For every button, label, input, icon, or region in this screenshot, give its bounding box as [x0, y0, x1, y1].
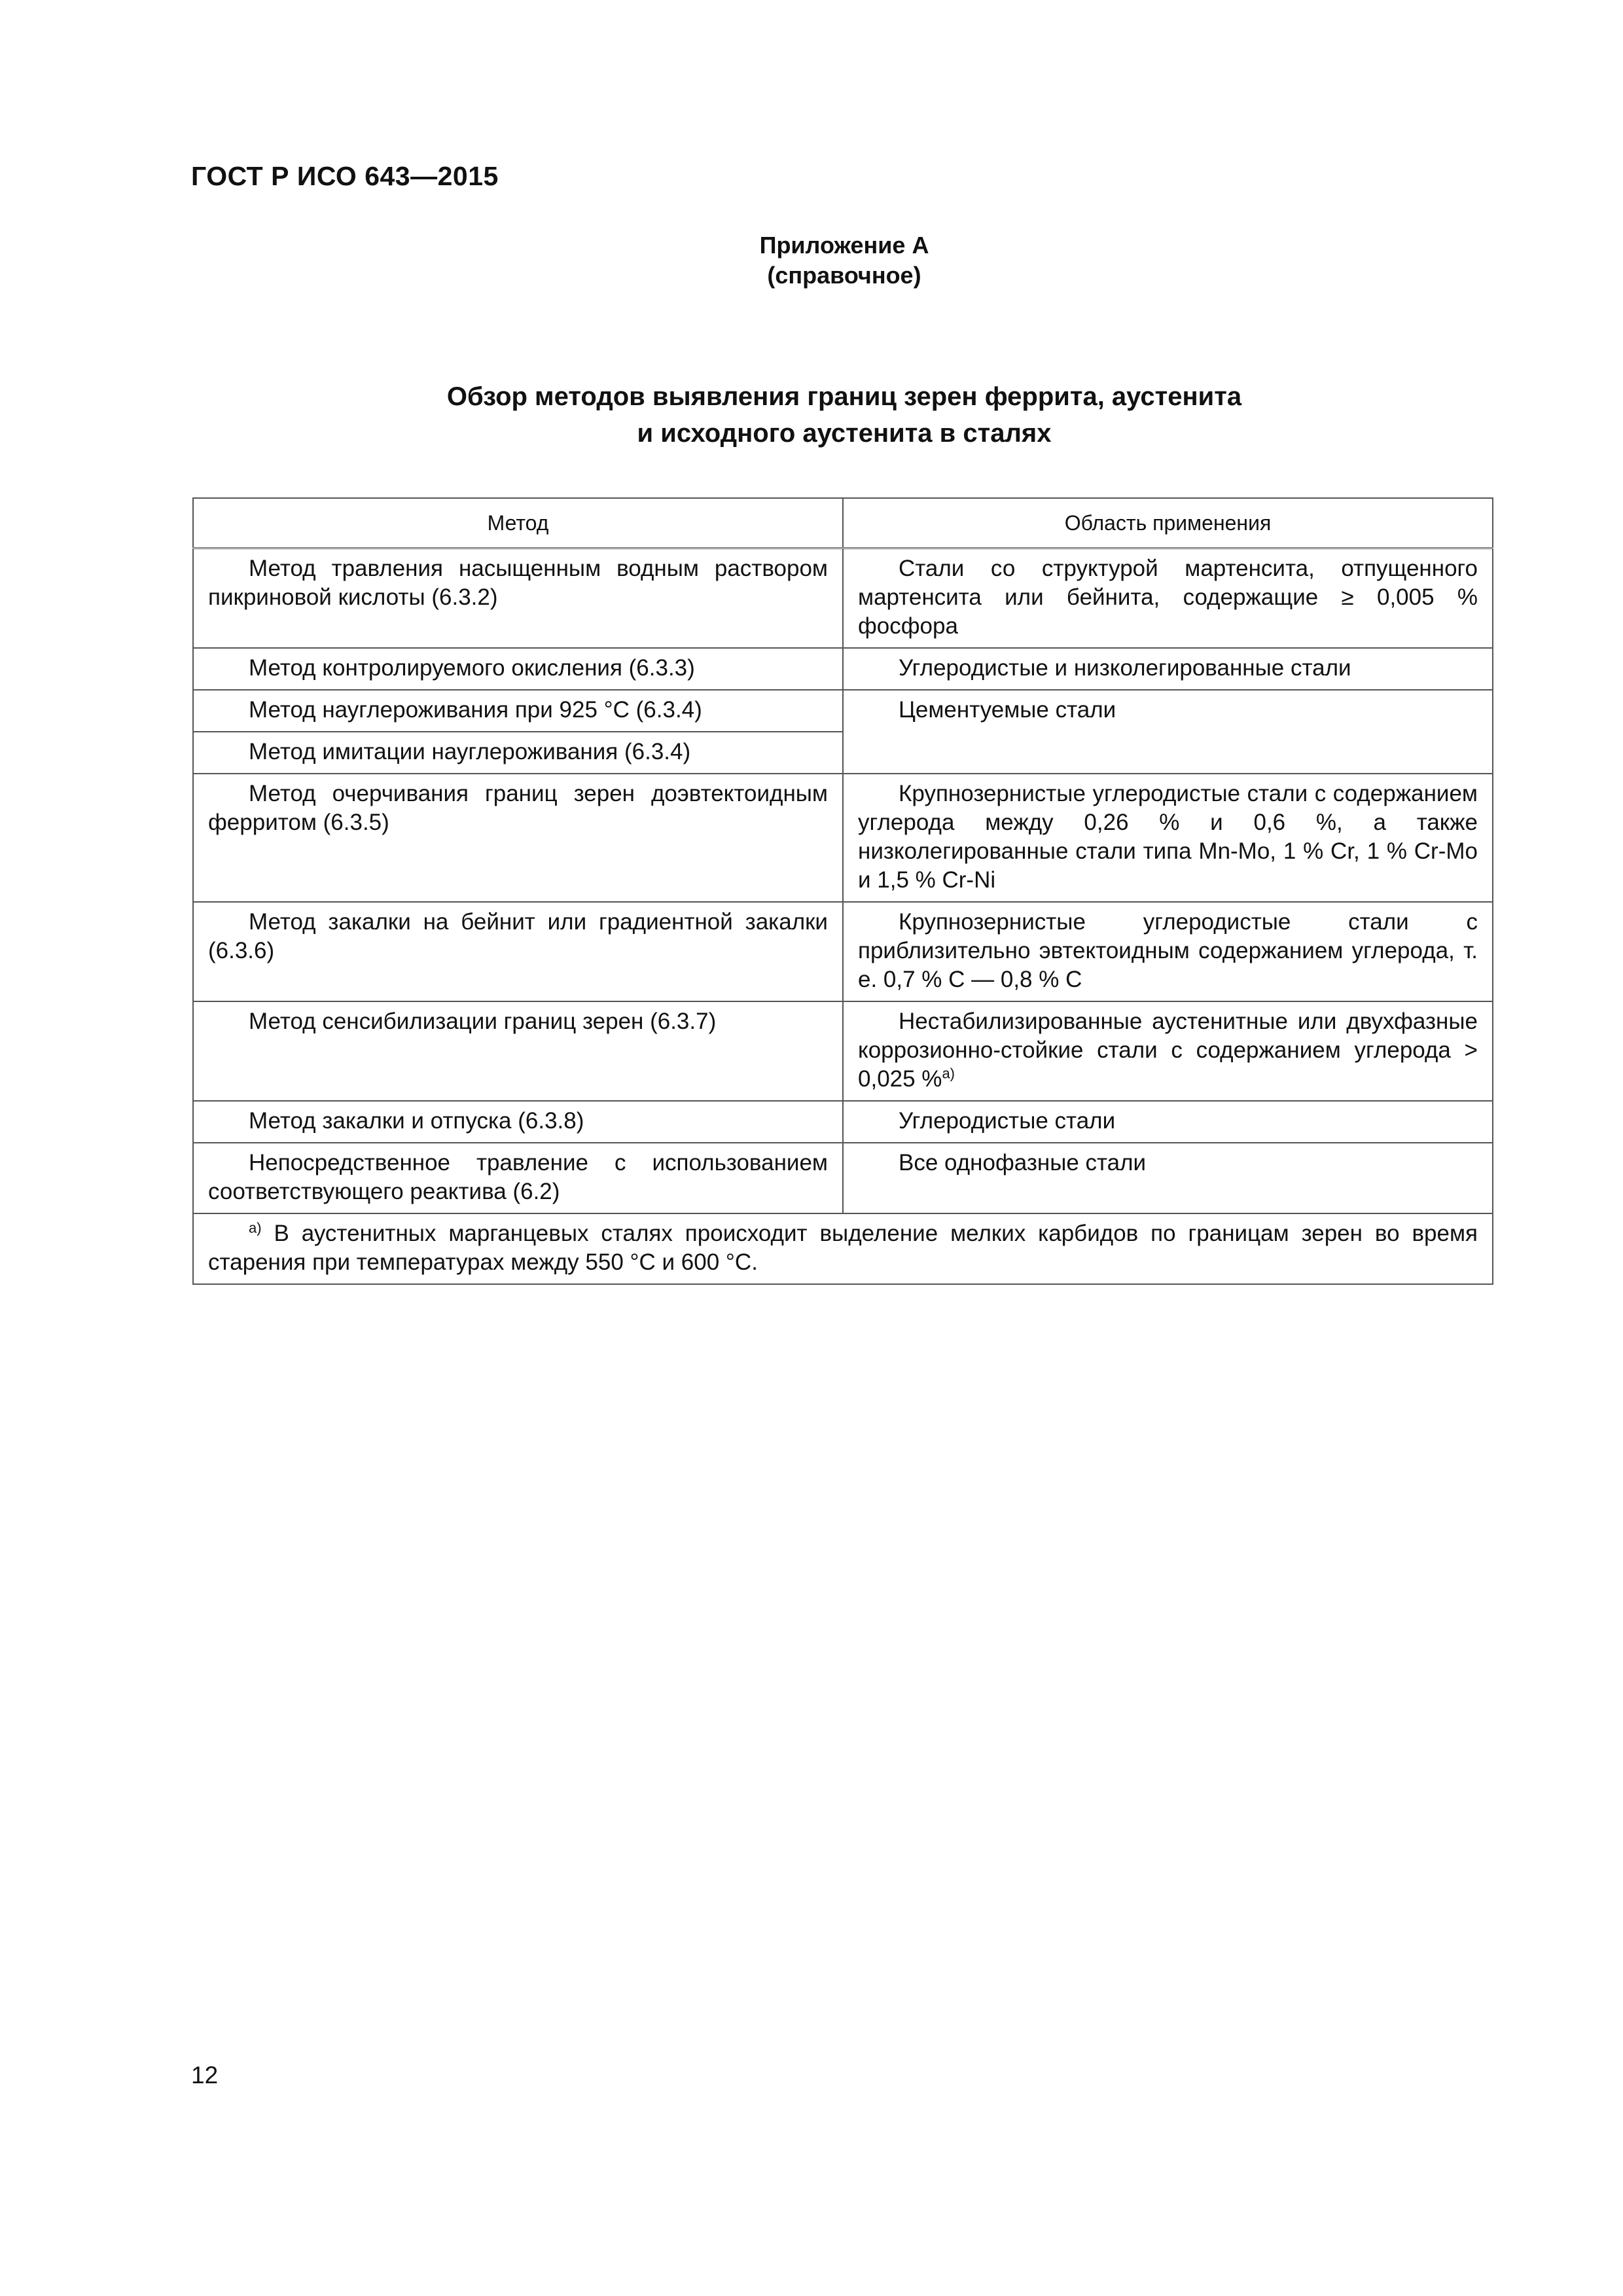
method-cell: Метод имитации науглероживания (6.3.4): [193, 732, 843, 774]
scope-cell: Углеродистые стали: [843, 1101, 1493, 1143]
method-cell: Метод закалки на бейнит или градиентной закалки (6.3.6): [193, 902, 843, 1001]
footnote-cell: [193, 1213, 1493, 1284]
table-title-line-2: и исходного аустенита в сталях: [637, 419, 1052, 448]
table-row: [193, 1101, 1493, 1143]
method-cell: Метод науглероживания при 925 °С (6.3.4): [193, 690, 843, 732]
scope-cell: Крупнозернистые углеродистые стали с содержанием углерода между 0,26 % и 0,6 %, а также низколегированные стали типа Mn-Mo, 1 % Cr, 1 % Cr-Mo и 1,5 % Cr-Ni: [843, 774, 1493, 902]
scope-cell: [843, 1001, 1493, 1101]
table-row: [193, 774, 1493, 902]
scope-cell: Все однофазные стали: [843, 1143, 1493, 1213]
column-header-scope: Область применения: [843, 498, 1493, 548]
method-cell: Метод травления насыщенным водным раствором пикриновой кислоты (6.3.2): [193, 548, 843, 649]
method-cell: Непосредственное травление с использованием соответствующего реактива (6.2): [193, 1143, 843, 1213]
footnote-row: [193, 1213, 1493, 1284]
methods-table: [192, 497, 1493, 1285]
column-header-method: Метод: [193, 498, 843, 548]
method-cell: Метод сенсибилизации границ зерен (6.3.7): [193, 1001, 843, 1101]
table-header-row: [193, 498, 1493, 548]
annex-title: Приложение А: [759, 232, 929, 259]
page-number: 12: [191, 2062, 219, 2089]
footnote-marker: а): [249, 1219, 262, 1236]
table-row: [193, 548, 1493, 649]
table-row: [193, 902, 1493, 1001]
method-cell: Метод закалки и отпуска (6.3.8): [193, 1101, 843, 1143]
scope-cell: Стали со структурой мартенсита, отпущенного мартенсита или бейнита, содержащие ≥ 0,005 % фосфора: [843, 548, 1493, 649]
table-title: [0, 378, 1623, 452]
scope-text: Нестабилизированные аустенитные или двухфазные коррозионно-стойкие стали с содержанием углерода > 0,025 %: [858, 1009, 1478, 1092]
scope-cell-merged: Цементуемые стали: [843, 690, 1493, 774]
scope-cell: Углеродистые и низколегированные стали: [843, 648, 1493, 690]
table-row: [193, 1001, 1493, 1101]
scope-cell: Крупнозернистые углеродистые стали с приблизительно эвтектоидным содержанием углерода, т. е. 0,7 % С — 0,8 % С: [843, 902, 1493, 1001]
footnote-text: В аустенитных марганцевых сталях происходит выделение мелких карбидов по границам зерен во время старения при температурах между 550 °С и 600 °С.: [208, 1221, 1478, 1275]
table-row: [193, 648, 1493, 690]
method-cell: Метод контролируемого окисления (6.3.3): [193, 648, 843, 690]
table-title-line-1: Обзор методов выявления границ зерен феррита, аустенита: [446, 382, 1242, 411]
table-row: [193, 1143, 1493, 1213]
footnote-reference: а): [942, 1065, 955, 1082]
annex-type: (справочное): [767, 262, 921, 289]
standard-designation: ГОСТ Р ИСО 643—2015: [191, 161, 499, 191]
method-cell: Метод очерчивания границ зерен доэвтектоидным ферритом (6.3.5): [193, 774, 843, 902]
table-row: [193, 690, 1493, 732]
